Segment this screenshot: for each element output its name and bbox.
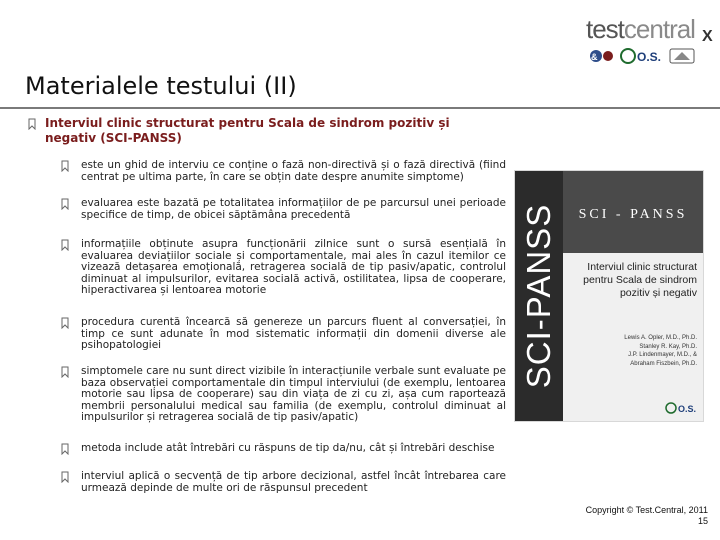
bullet-icon [60, 198, 70, 210]
list-item [60, 443, 506, 455]
main-bullet [27, 116, 497, 146]
svg-text:&: & [591, 52, 598, 62]
cover-publisher-logo [665, 401, 699, 415]
list-item [60, 160, 506, 183]
cover-authors [615, 334, 697, 368]
bullet-icon [60, 317, 70, 329]
page-title: Materialele testului (II) [25, 72, 297, 100]
list-item [60, 366, 506, 424]
bullet-icon [60, 366, 70, 378]
list-item [60, 471, 506, 494]
list-item-text: interviul aplică o secvență de tip arbore decizional, astfel încât întrebarea care urmează depinde de multe ori de răspunsul precedent [81, 470, 506, 494]
cover-side-title: SCI-PANSS [520, 203, 557, 389]
logo-part-test: test [586, 14, 624, 44]
close-icon[interactable]: X [702, 28, 713, 45]
cover-author: Abraham Fiszbein, Ph.D. [630, 360, 697, 367]
bullet-icon [60, 443, 70, 455]
main-bullet-text: Interviul clinic structurat pentru Scala de sindrom pozitiv și negativ (SCI-PANSS) [45, 116, 450, 145]
cover-author: Stanley R. Kay, Ph.D. [639, 343, 697, 350]
list-item-text: metoda include atât întrebări cu răspuns de tip da/nu, cât și întrebări deschise [81, 442, 495, 454]
list-item [60, 317, 506, 352]
cover-logo-text: O.S. [678, 404, 697, 414]
testcentral-logo [586, 14, 716, 74]
copyright-text: Copyright © Test.Central, 2011 [585, 505, 708, 515]
list-item [60, 239, 506, 297]
list-item-text: evaluarea este bazată pe totalitatea informațiilor de pe parcursul unei perioade specifice de timp, de obicei săptămâna precedentă [81, 197, 506, 221]
bullet-icon [60, 160, 70, 172]
title-divider [0, 107, 720, 109]
book-cover-image [514, 170, 704, 422]
cover-spine-band [515, 171, 563, 421]
footer [586, 505, 708, 527]
svg-text:O.S.: O.S. [637, 50, 662, 64]
cover-book-title: Interviul clinic structurat pentru Scala de sindrom pozitiv și negativ [583, 261, 697, 299]
cover-top-band [563, 171, 703, 253]
bullet-icon [60, 471, 70, 483]
cover-top-title: SCI - PANSS [578, 207, 688, 222]
list-item-text: simptomele care nu sunt direct vizibile în interacțiunile verbale sunt evaluate pe baza observației comportamentale din timpul interviului (de exemplu, lentoarea motorie sau lipsa de cooperare) sau din viața de zi cu zi, așa cum raportează membrii personalului medical sau familia (de exemplu, controlul diminuat al impulsurilor și retragerea socială de tip pasiv/apatic) [81, 365, 506, 424]
logo-part-central: central [623, 14, 695, 44]
list-item-text: este un ghid de interviu ce conține o fază non-directivă și o fază directivă (fiind centrat pe ultima parte, în care se obțin date despre anumite simptome) [81, 159, 506, 183]
page-number: 15 [697, 516, 708, 526]
list-item-text: procedura curentă încearcă să genereze un parcurs fluent al conversației, în timp ce sunt adunate în mod sistematic informații din domenii diverse ale psihopatologiei [81, 316, 506, 352]
bullet-icon [60, 239, 70, 251]
logo-wordmark [586, 14, 695, 45]
bullet-icon [27, 118, 37, 130]
publisher-logos-icon [588, 46, 698, 68]
list-item [60, 198, 506, 221]
cover-author: Lewis A. Opler, M.D., Ph.D. [624, 335, 697, 341]
cover-author: J.P. Lindenmayer, M.D., & [628, 352, 697, 359]
list-item-text: informațiile obținute asupra funcționării zilnice sunt o sursă esențială în evaluarea deviațiilor sociale și comportamentale, mai ales în cazul itemilor ce vizează detașarea emoțională, retragerea socială de tip pasiv/apatic, controlul diminuat al impulsurilor, evitarea socială activă, ostilitatea, lipsa de cooperare, hiperactivarea și lentoarea motorie [81, 238, 506, 297]
